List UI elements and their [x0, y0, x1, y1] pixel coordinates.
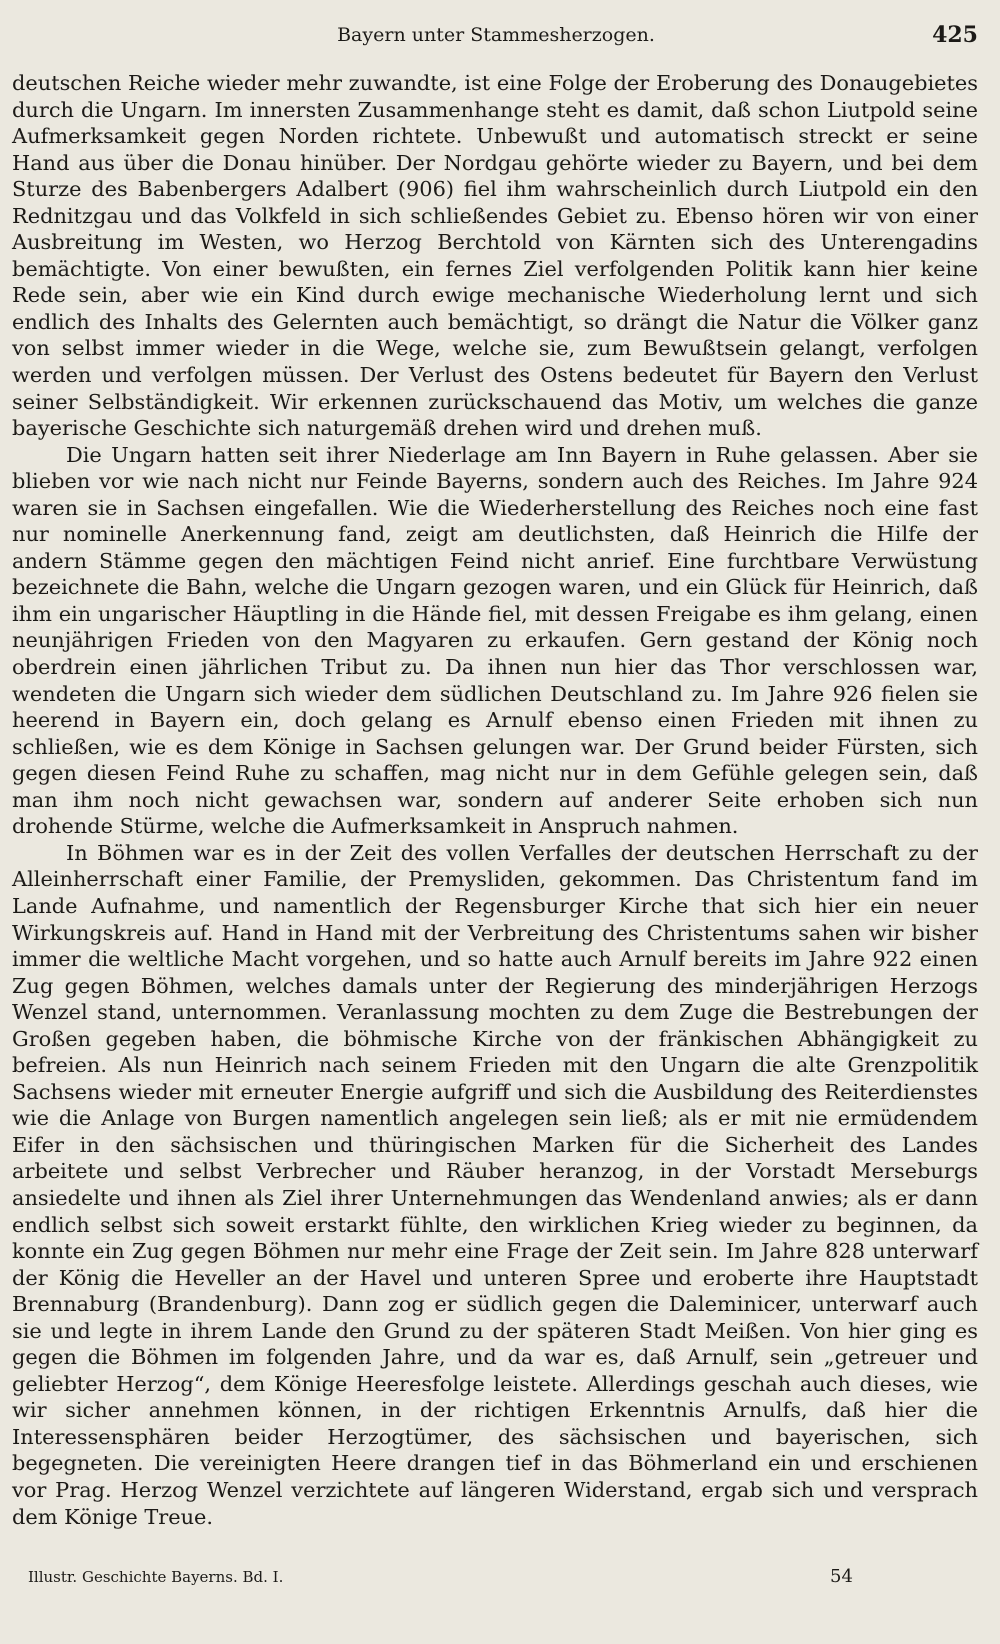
running-title: Bayern unter Stammesherzogen. [337, 24, 655, 46]
body-text [12, 70, 978, 1530]
running-head [14, 22, 978, 54]
paragraph-2: Die Ungarn hatten seit ihrer Niederlage am Inn Bayern in Ruhe gelassen. Aber sie blieben vor wie nach nicht nur Feinde Bayerns, sondern auch des Reiches. Im Jahre 924 waren sie in Sachsen eingefallen. Wie die Wiederherstellung des Reiches noch eine fast nur nominelle Anerkennung fand, zeigt am deutlichsten, daß Heinrich die Hilfe der andern Stämme gegen den mächtigen Feind nicht anrief. Eine furchtbare Verwüstung bezeichnete die Bahn, welche die Ungarn gezogen waren, und ein Glück für Heinrich, daß ihm ein ungarischer Häuptling in die Hände fiel, mit dessen Freigabe es ihm gelang, einen neunjährigen Frieden von den Magyaren zu erkaufen. Gern gestand der König noch oberdrein einen jährlichen Tribut zu. Da ihnen nun hier das Thor verschlossen war, wendeten die Ungarn sich wieder dem südlichen Deutschland zu. Im Jahre 926 fielen sie heerend in Bayern ein, doch gelang es Arnulf ebenso einen Frieden mit ihnen zu schließen, wie es dem Könige in Sachsen gelungen war. Der Grund beider Fürsten, sich gegen diesen Feind Ruhe zu schaffen, mag nicht nur in dem Gefühle gelegen sein, daß man ihm noch nicht gewachsen war, sondern auf anderer Seite erhoben sich nun drohende Stürme, welche die Aufmerksamkeit in Anspruch nahmen. [12, 442, 978, 839]
paragraph-1: deutschen Reiche wieder mehr zuwandte, ist eine Folge der Eroberung des Donaugebietes durch die Ungarn. Im innersten Zusammenhange steht es damit, daß schon Liutpold seine Aufmerksamkeit gegen Norden richtete. Unbewußt und automatisch streckt er seine Hand aus über die Donau hinüber. Der Nordgau gehörte wieder zu Bayern, und bei dem Sturze des Babenbergers Adalbert (906) fiel ihm wahrscheinlich durch Liutpold ein den Rednitzgau und das Volkfeld in sich schließendes Gebiet zu. Ebenso hören wir von einer Ausbreitung im Westen, wo Herzog Berchtold von Kärnten sich des Unterengadins bemächtigte. Von einer bewußten, ein fernes Ziel verfolgenden Politik kann hier keine Rede sein, aber wie ein Kind durch ewige mechanische Wiederholung lernt und sich endlich des Inhalts des Gelernten auch bemächtigt, so drängt die Natur die Völker ganz von selbst immer wieder in die Wege, welche sie, zum Bewußtsein gelangt, verfolgen werden und verfolgen müssen. Der Verlust des Ostens bedeutet für Bayern den Verlust seiner Selbständigkeit. Wir erkennen zurückschauend das Motiv, um welches die ganze bayerische Geschichte sich naturgemäß drehen wird und drehen muß. [12, 71, 978, 441]
paragraph-3: In Böhmen war es in der Zeit des vollen Verfalles der deutschen Herrschaft zu der Alleinherrschaft einer Familie, der Premysliden, gekommen. Das Christentum fand im Lande Aufnahme, und namentlich der Regensburger Kirche that sich hier ein neuer Wirkungskreis auf. Hand in Hand mit der Verbreitung des Christentums sahen wir bisher immer die weltliche Macht vorgehen, und so hatte auch Arnulf bereits im Jahre 922 einen Zug gegen Böhmen, welches damals unter der Regierung des minderjährigen Herzogs Wenzel stand, unternommen. Veranlassung mochten zu dem Zuge die Bestrebungen der Großen gegeben haben, die böhmische Kirche von der fränkischen Abhängigkeit zu befreien. Als nun Heinrich nach seinem Frieden mit den Ungarn die alte Grenzpolitik Sachsens wieder mit erneuter Energie aufgriff und sich die Ausbildung des Reiterdienstes wie die Anlage von Burgen namentlich angelegen sein ließ; als er mit nie ermüdendem Eifer in den sächsischen und thüringischen Marken für die Sicherheit des Landes arbeitete und selbst Verbrecher und Räuber heranzog, in der Vorstadt Merseburgs ansiedelte und ihnen als Ziel ihrer Unternehmungen das Wendenland anwies; als er dann endlich selbst sich soweit erstarkt fühlte, den wirklichen Krieg wieder zu beginnen, da konnte ein Zug gegen Böhmen nur mehr eine Frage der Zeit sein. Im Jahre 828 unterwarf der König die Heveller an der Havel und unteren Spree und eroberte ihre Hauptstadt Brennaburg (Brandenburg). Dann zog er südlich gegen die Daleminicer, unterwarf auch sie und legte in ihrem Lande den Grund zu der späteren Stadt Meißen. Von hier ging es gegen die Böhmen im folgenden Jahre, und da war es, daß Arnulf, sein „getreuer und geliebter Herzog“, dem Könige Heeresfolge leistete. Allerdings geschah auch dieses, wie wir sicher annehmen können, in der richtigen Erkenntnis Arnulfs, daß hier die Interessensphären beider Herzogtümer, des sächsischen und bayerischen, sich begegneten. Die vereinigten Heere drangen tief in das Böhmerland ein und erschienen vor Prag. Herzog Wenzel verzichtete auf längeren Widerstand, ergab sich und versprach dem Könige Treue. [12, 840, 978, 1529]
footer-book-title: Illustr. Geschichte Bayerns. Bd. I. [28, 1568, 284, 1586]
page-number: 425 [932, 22, 978, 48]
page-footer [28, 1566, 978, 1592]
signature-mark: 54 [830, 1566, 853, 1587]
